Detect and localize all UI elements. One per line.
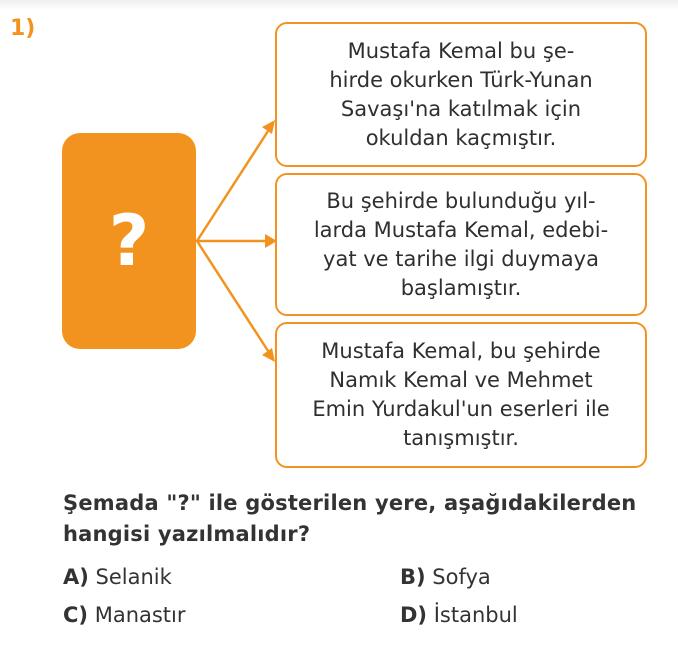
- option-a[interactable]: [63, 565, 172, 589]
- clue-text-2: Bu şehirde bulunduğu yıl- larda Mustafa Kemal, edebi- yat ve tarihe ilgi duymaya başlamıştır.: [313, 188, 609, 300]
- option-b-letter: B): [400, 565, 426, 589]
- clue-text-3: Mustafa Kemal, bu şehirde Namık Kemal ve Mehmet Emin Yurdakul'un eserleri ile tanışmıştır.: [312, 339, 610, 450]
- clue-text-1: Mustafa Kemal bu şe- hirde okurken Türk-Yunan Savaşı'na katılmak için okuldan kaçmıştır.: [329, 38, 593, 150]
- option-b-text: Sofya: [432, 565, 491, 589]
- arrow-line-top: [197, 128, 270, 241]
- option-d[interactable]: [400, 603, 518, 627]
- option-d-text: İstanbul: [433, 603, 518, 627]
- question-mark: ?: [108, 200, 150, 282]
- question-number: 1): [10, 16, 36, 41]
- clue-box-1: [275, 22, 647, 167]
- unknown-city-box: [62, 133, 196, 349]
- option-a-letter: A): [63, 565, 89, 589]
- option-c[interactable]: [63, 603, 186, 627]
- question-text: Şemada "?" ile gösterilen yere, aşağıdakilerden hangisi yazılmalıdır?: [63, 491, 637, 546]
- option-c-text: Manastır: [94, 603, 186, 627]
- option-a-text: Selanik: [95, 565, 172, 589]
- arrow-line-bottom: [197, 241, 270, 354]
- option-b[interactable]: [400, 565, 491, 589]
- option-c-letter: C): [63, 603, 89, 627]
- clue-box-3: [275, 322, 647, 468]
- option-d-letter: D): [400, 603, 428, 627]
- clue-box-2: [275, 173, 647, 316]
